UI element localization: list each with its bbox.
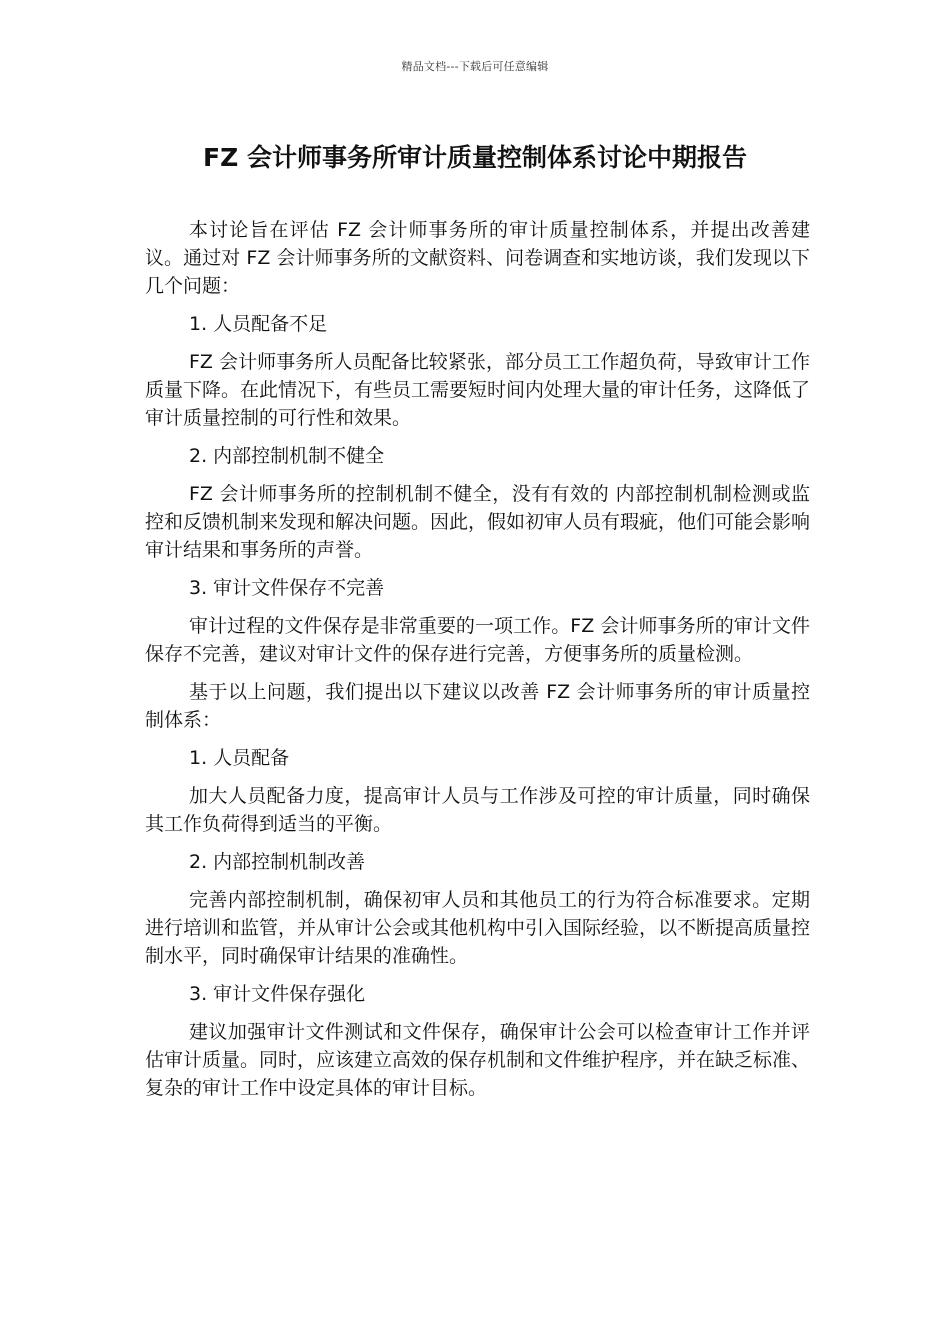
document-title: FZ 会计师事务所审计质量控制体系讨论中期报告 [203, 143, 747, 172]
problem-paragraph-3: 审计过程的文件保存是非常重要的一项工作。FZ 会计师事务所的审计文件保存不完善，建议对审计文件的保存进行完善，方便事务所的质量检测。 [145, 615, 810, 665]
suggestion-heading-1: 1. 人员配备 [189, 747, 290, 769]
suggestion-paragraph-1: 加大人员配备力度，提高审计人员与工作涉及可控的审计质量，同时确保其工作负荷得到适当的平衡。 [145, 785, 810, 835]
problem-heading-1: 1. 人员配备不足 [189, 313, 328, 335]
suggestion-paragraph-2: 完善内部控制机制，确保初审人员和其他员工的行为符合标准要求。定期进行培训和监管，并从审计公会或其他机构中引入国际经验，以不断提高质量控制水平，同时确保审计结果的准确性。 [145, 889, 811, 967]
suggestion-heading-2: 2. 内部控制机制改善 [189, 851, 366, 873]
suggestion-heading-3: 3. 审计文件保存强化 [189, 983, 366, 1005]
suggestion-paragraph-3: 建议加强审计文件测试和文件保存，确保审计公会可以检查审计工作并评估审计质量。同时，应该建立高效的保存机制和文件维护程序，并在缺乏标准、复杂的审计工作中设定具体的审计目标。 [145, 1021, 811, 1099]
problem-paragraph-2: FZ 会计师事务所的控制机制不健全，没有有效的 内部控制机制检测或监控和反馈机制来发现和解决问题。因此，假如初审人员有瑕疵，他们可能会影响审计结果和事务所的声誉。 [145, 483, 811, 561]
document-body [145, 216, 810, 1112]
intro-paragraph: 本讨论旨在评估 FZ 会计师事务所的审计质量控制体系，并提出改善建议。通过对 FZ 会计师事务所的文献资料、问卷调查和实地访谈，我们发现以下几个问题： [145, 219, 810, 297]
problem-paragraph-1: FZ 会计师事务所人员配备比较紧张，部分员工工作超负荷，导致审计工作质量下降。在此情况下，有些员工需要短时间内处理大量的审计任务，这降低了审计质量控制的可行性和效果。 [145, 351, 811, 429]
problem-heading-2: 2. 内部控制机制不健全 [189, 445, 385, 467]
suggestions-intro-paragraph: 基于以上问题，我们提出以下建议以改善 FZ 会计师事务所的审计质量控制体系： [145, 681, 810, 731]
header-note: 精品文档---下载后可任意编辑 [401, 60, 549, 73]
problem-heading-3: 3. 审计文件保存不完善 [189, 577, 385, 599]
